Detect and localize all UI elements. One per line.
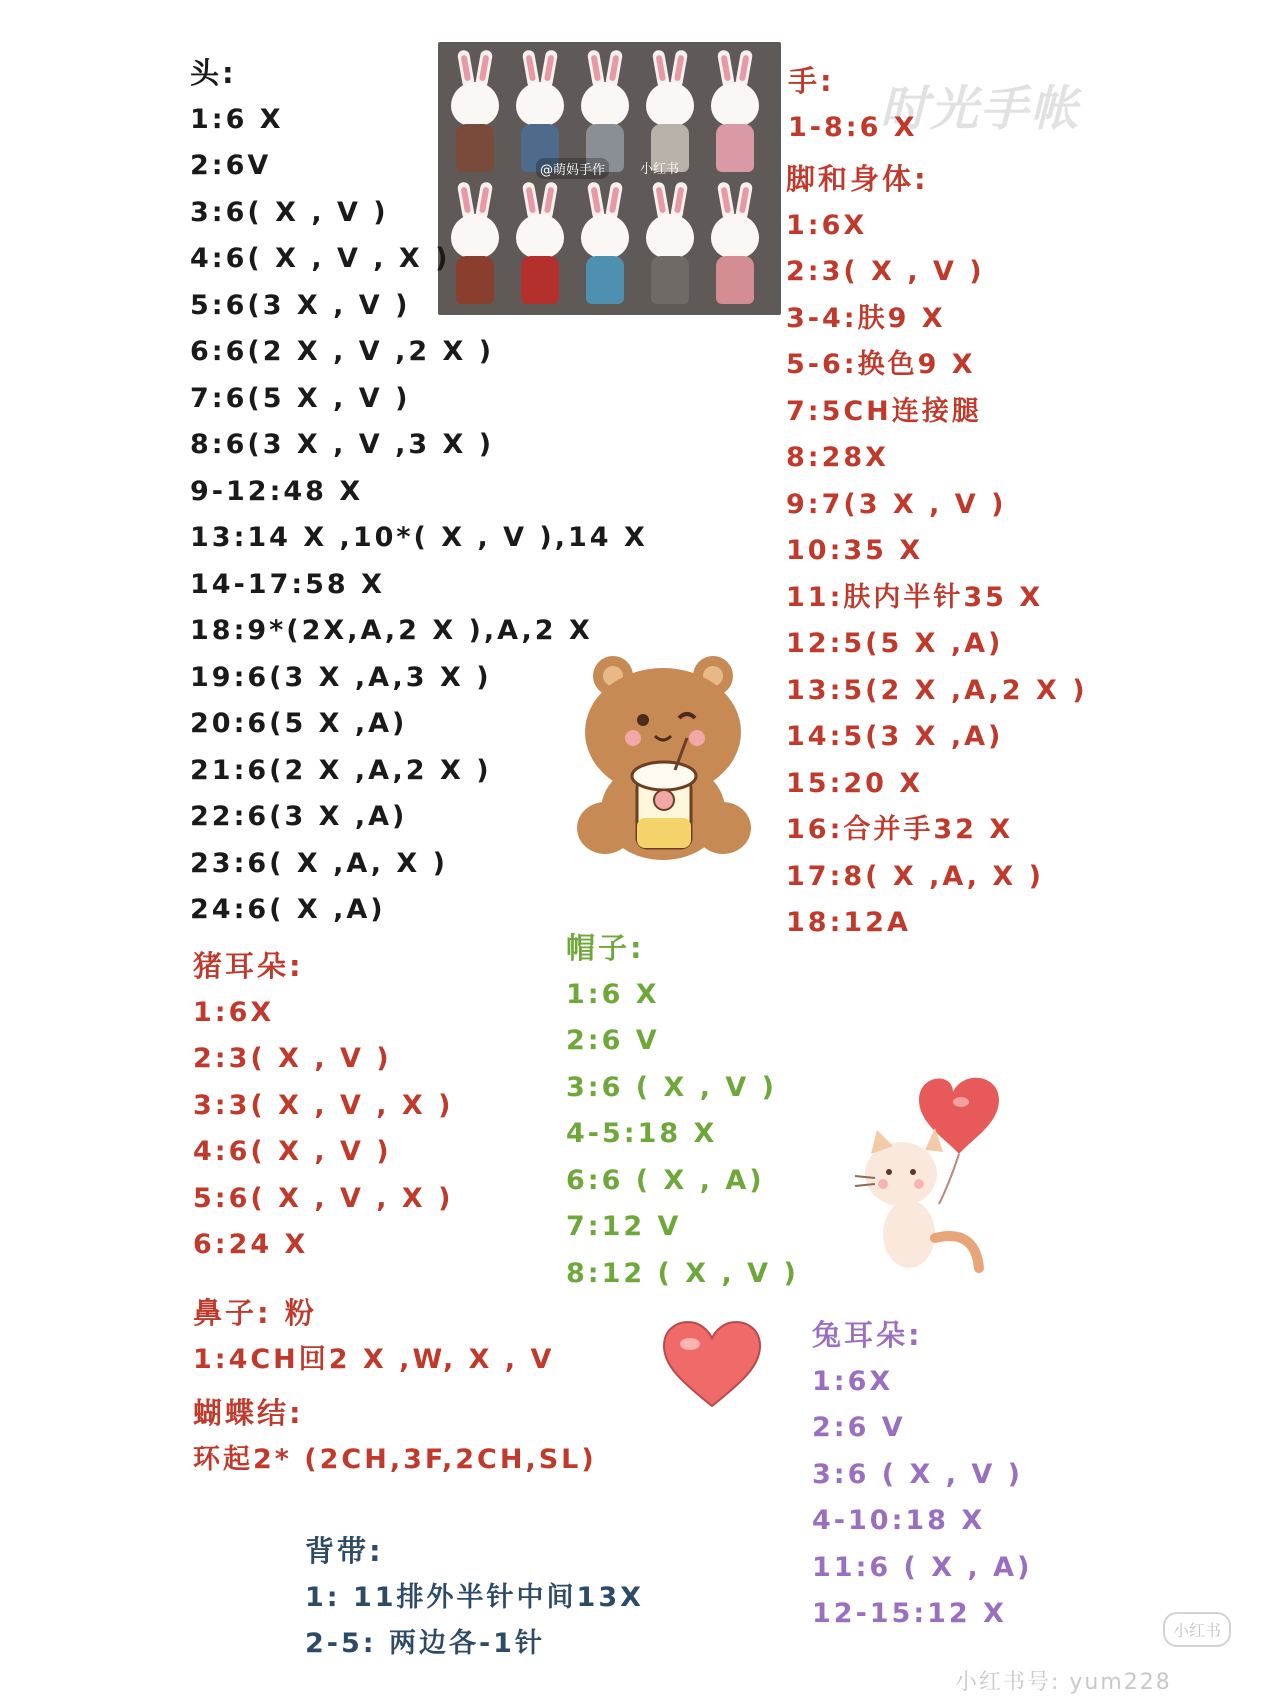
pattern-row: 5:6( X , V , X ) <box>193 1182 454 1214</box>
pattern-row: 8:6(3 X , V ,3 X ) <box>190 429 495 460</box>
pattern-row: 10:35 X <box>786 535 924 566</box>
section-title: 背带: <box>305 1534 384 1568</box>
bunny-figure <box>643 182 697 310</box>
section-title: 猪耳朵: <box>193 949 304 983</box>
pattern-row: 21:6(2 X ,A,2 X ) <box>190 754 492 786</box>
pattern-row: 7:12 V <box>566 1211 682 1242</box>
section-feet-body <box>786 156 1088 947</box>
pattern-row: 13:5(2 X ,A,2 X ) <box>786 674 1088 706</box>
pattern-row: 12:5(5 X ,A) <box>786 628 1004 659</box>
pattern-row: 9:7(3 X , V ) <box>786 488 1007 520</box>
section-title: 脚和身体: <box>786 162 929 196</box>
pattern-row: 1:4CH回2 X ,W, X , V <box>193 1343 555 1375</box>
pattern-row: 14-17:58 X <box>190 568 385 600</box>
pattern-row: 3:6( X , V ) <box>190 196 389 228</box>
pattern-row: 1: 11排外半针中间13X <box>305 1581 644 1613</box>
pattern-row: 2-5: 两边各-1针 <box>305 1628 545 1659</box>
pattern-row: 17:8( X ,A, X ) <box>786 860 1044 892</box>
section-title: 手: <box>788 64 835 98</box>
pattern-row: 24:6( X ,A) <box>190 894 386 925</box>
pattern-row: 环起2* (2CH,3F,2CH,SL) <box>193 1443 597 1475</box>
top-watermark: 时光手帐 <box>880 81 1081 137</box>
pattern-row: 9-12:48 X <box>190 475 364 507</box>
pattern-row: 3:6 ( X , V ) <box>566 1071 778 1103</box>
pattern-row: 18:9*(2X,A,2 X ),A,2 X <box>190 615 593 646</box>
section-title: 头: <box>190 56 237 90</box>
pattern-row: 4:6( X , V , X ) <box>190 243 451 274</box>
photo-watermark: @萌妈手作 <box>536 158 609 179</box>
photo-watermark: 小红书 <box>640 162 680 177</box>
pattern-row: 2:3( X , V ) <box>193 1043 392 1074</box>
pattern-row: 1:6X <box>812 1365 894 1397</box>
pattern-row: 2:6V <box>190 150 272 181</box>
app-watermark-logo: 小红书 <box>1163 1612 1231 1647</box>
section-bow <box>193 1390 597 1483</box>
pattern-row: 2:6 V <box>812 1412 906 1443</box>
pattern-row: 1:6 X <box>190 103 284 135</box>
pattern-row: 11:6 ( X , A) <box>812 1551 1033 1583</box>
bear-drink-icon <box>575 650 755 870</box>
section-strap <box>305 1528 644 1668</box>
pattern-row: 3-4:肤9 X <box>786 302 946 334</box>
pattern-row: 8:28X <box>786 442 889 473</box>
pattern-row: 13:14 X ,10*( X , V ),14 X <box>190 522 648 553</box>
bunny-figure <box>708 182 762 310</box>
section-nose <box>193 1290 554 1383</box>
pattern-row: 20:6(5 X ,A) <box>190 708 408 739</box>
section-pig-ears <box>193 943 454 1269</box>
pattern-row: 5:6(3 X , V ) <box>190 289 411 321</box>
pattern-row: 11:肤内半针35 X <box>786 581 1044 613</box>
pattern-row: 6:6 ( X , A) <box>566 1164 765 1196</box>
section-title: 蝴蝶结: <box>193 1396 304 1430</box>
pattern-row: 4:6( X , V ) <box>193 1136 392 1167</box>
pattern-row: 14:5(3 X ,A) <box>786 721 1004 752</box>
pattern-row: 15:20 X <box>786 767 924 799</box>
pattern-row: 1-8:6 X <box>788 111 918 143</box>
pattern-row: 3:3( X , V , X ) <box>193 1089 454 1121</box>
pattern-row: 6:24 X <box>193 1229 309 1260</box>
pattern-row: 3:6 ( X , V ) <box>812 1458 1024 1490</box>
bottom-watermark: 小红书号: yum228 <box>955 1670 1172 1695</box>
pattern-row: 7:5CH连接腿 <box>786 395 982 427</box>
pattern-row: 23:6( X ,A, X ) <box>190 847 448 879</box>
section-title: 兔耳朵: <box>812 1318 923 1352</box>
pattern-row: 2:3( X , V ) <box>786 256 985 287</box>
pattern-row: 18:12A <box>786 907 911 938</box>
pattern-row: 8:12 ( X , V ) <box>566 1257 799 1289</box>
pattern-row: 4-10:18 X <box>812 1505 986 1536</box>
section-hat <box>566 925 799 1297</box>
pattern-row: 6:6(2 X , V ,2 X ) <box>190 336 495 367</box>
cat-balloon-icon <box>853 1072 1023 1282</box>
section-title: 帽子: <box>566 931 645 965</box>
pattern-row: 2:6 V <box>566 1025 660 1056</box>
pattern-row: 1:6 X <box>566 978 660 1010</box>
pattern-row: 1:6X <box>193 996 275 1028</box>
heart-icon <box>662 1320 762 1410</box>
section-bunny-ears <box>812 1312 1032 1638</box>
pattern-row: 16:合并手32 X <box>786 814 1014 845</box>
pattern-row: 1:6X <box>786 209 868 241</box>
pattern-row: 12-15:12 X <box>812 1598 1007 1629</box>
section-hands <box>788 58 918 151</box>
pattern-row: 22:6(3 X ,A) <box>190 801 408 832</box>
pattern-row: 7:6(5 X , V ) <box>190 382 411 414</box>
section-title: 鼻子: 粉 <box>193 1296 317 1330</box>
pattern-row: 4-5:18 X <box>566 1118 718 1149</box>
bunny-figure <box>708 50 762 178</box>
pattern-row: 5-6:换色9 X <box>786 349 976 380</box>
pattern-row: 19:6(3 X ,A,3 X ) <box>190 661 492 693</box>
